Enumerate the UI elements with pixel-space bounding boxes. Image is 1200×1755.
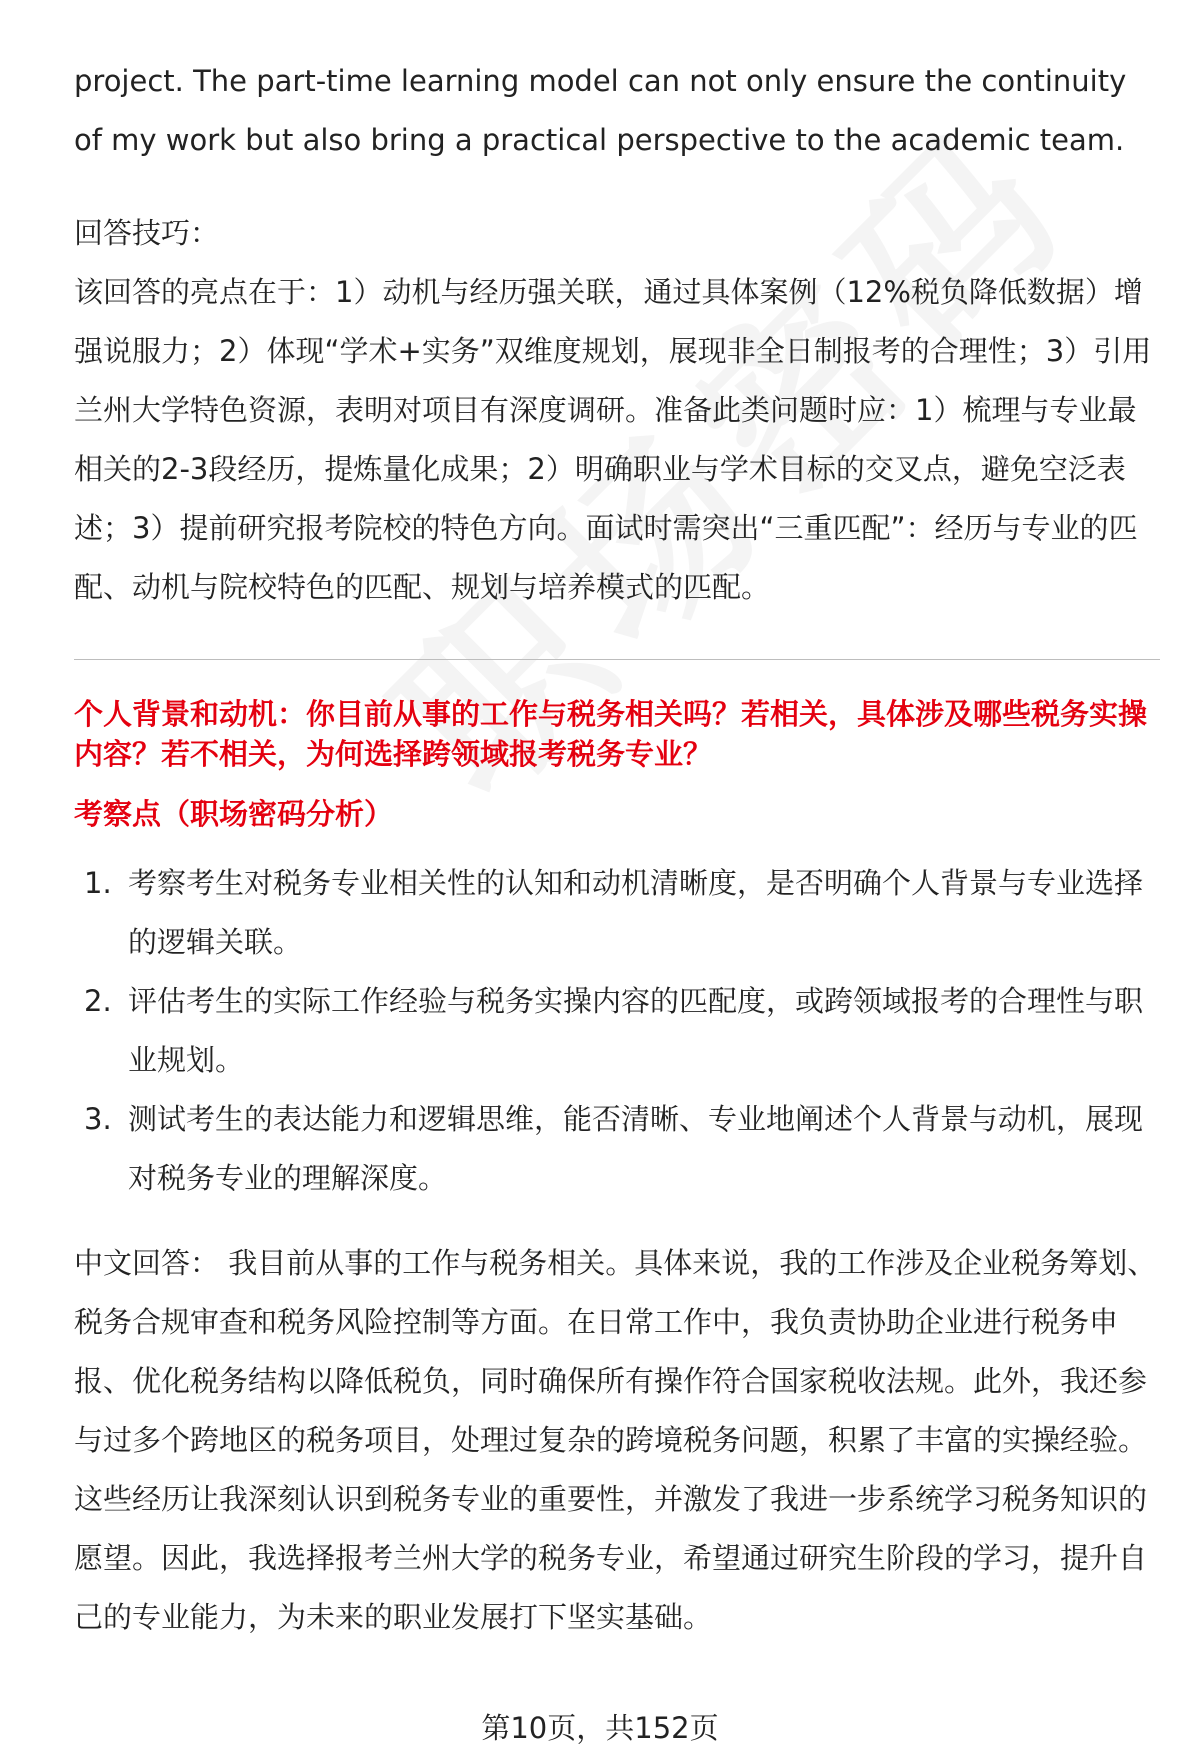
list-item-text: 考察考生对税务专业相关性的认知和动机清晰度，是否明确个人背景与专业选择的逻辑关联。 <box>128 866 1144 959</box>
question-heading: 个人背景和动机：你目前从事的工作与税务相关吗？若相关，具体涉及哪些税务实操内容？若不相关，为何选择跨领域报考税务专业？ <box>74 697 1148 771</box>
list-item-number: 2. <box>84 984 112 1018</box>
intro-paragraph: project. The part-time learning model can not only ensure the continuity of my work but also bring a practical perspective to the academic team. <box>74 64 1127 157</box>
tips-body: 该回答的亮点在于：1）动机与经历强关联，通过具体案例（12%税负降低数据）增强说服力；2）体现“学术+实务”双维度规划，展现非全日制报考的合理性；3）引用兰州大学特色资源，表明对项目有深度调研。准备此类问题时应：1）梳理与专业最相关的2-3段经历，提炼量化成果；2）明确职业与学术目标的交叉点，避免空泛表述；3）提前研究报考院校的特色方向。面试时需突出“三重匹配”：经历与专业的匹配、动机与院校特色的匹配、规划与培养模式的匹配。 <box>74 275 1152 604</box>
section-divider <box>74 659 1160 660</box>
page-content <box>74 52 1160 1647</box>
chinese-answer-paragraph: 中文回答： 我目前从事的工作与税务相关。具体来说，我的工作涉及企业税务筹划、税务合规审查和税务风险控制等方面。在日常工作中，我负责协助企业进行税务申报、优化税务结构以降低税负，同时确保所有操作符合国家税收法规。此外，我还参与过多个跨地区的税务项目，处理过复杂的跨境税务问题，积累了丰富的实操经验。这些经历让我深刻认识到税务专业的重要性，并激发了我进一步系统学习税务知识的愿望。因此，我选择报考兰州大学的税务专业，希望通过研究生阶段的学习，提升自己的专业能力，为未来的职业发展打下坚实基础。 <box>74 1246 1157 1634</box>
tips-title: 回答技巧： <box>74 216 220 250</box>
list-item-number: 1. <box>84 866 112 900</box>
page-number-footer: 第10页，共152页 <box>481 1711 719 1745</box>
list-item-text: 评估考生的实际工作经验与税务实操内容的匹配度，或跨领域报考的合理性与职业规划。 <box>128 984 1144 1077</box>
list-item-text: 测试考生的表达能力和逻辑思维，能否清晰、专业地阐述个人背景与动机，展现对税务专业的理解深度。 <box>128 1102 1144 1195</box>
list-item-number: 3. <box>84 1102 112 1136</box>
section-title: 考察点（职场密码分析） <box>74 797 394 831</box>
evaluation-points-list <box>84 854 1160 1208</box>
list-item <box>84 1090 1160 1208</box>
list-item <box>84 854 1160 972</box>
list-item <box>84 972 1160 1090</box>
